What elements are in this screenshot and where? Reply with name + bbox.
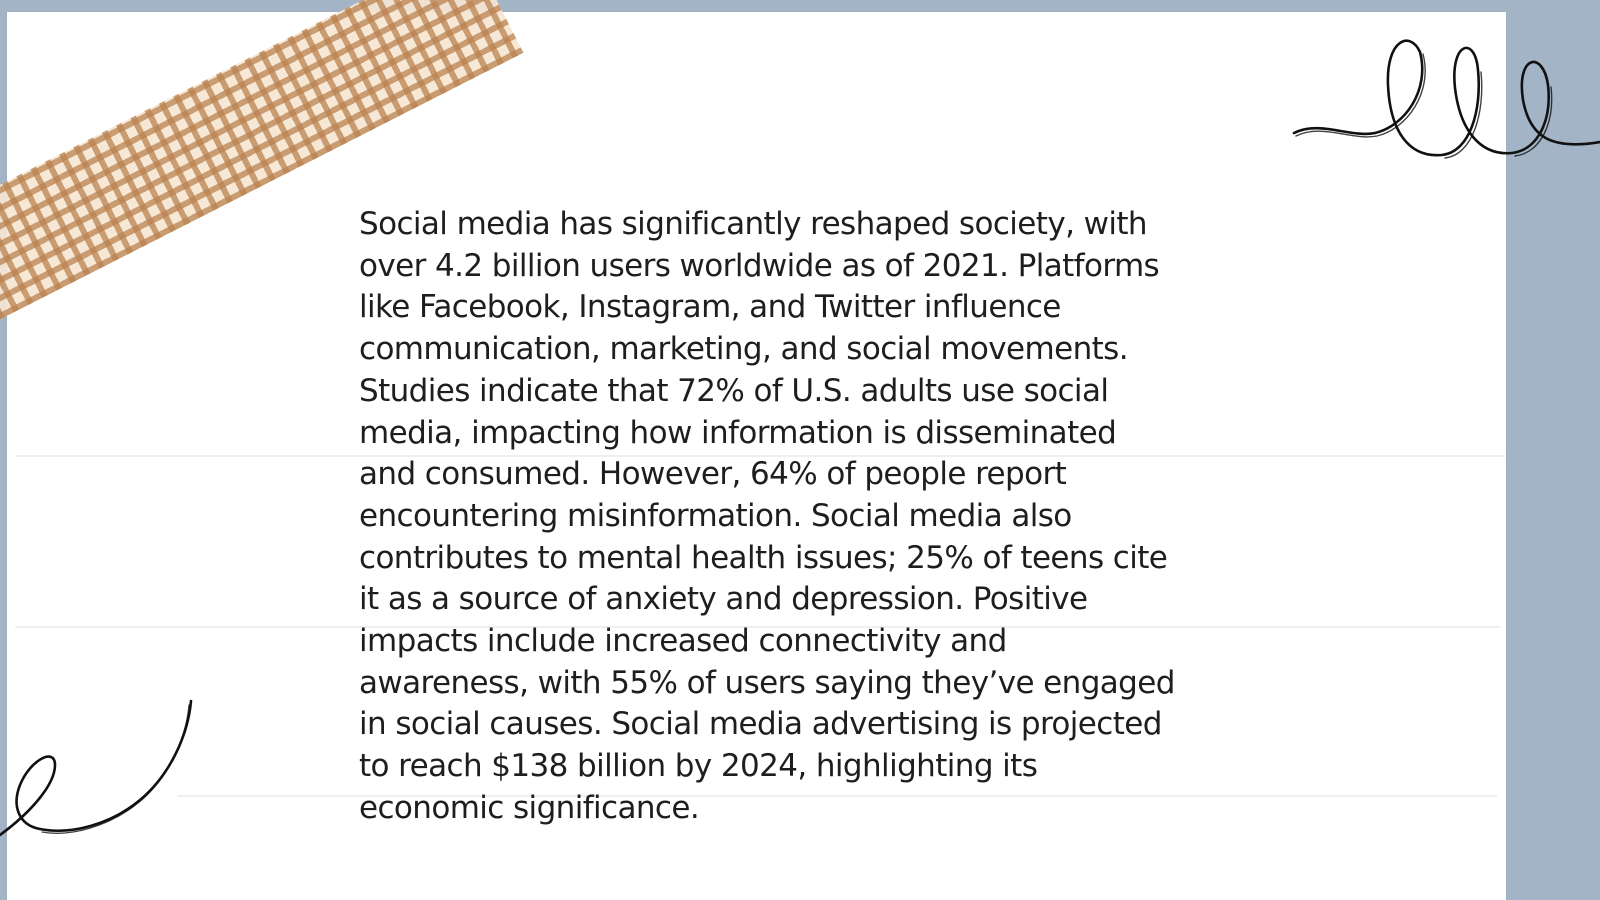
loop-squiggle-bottom-left-icon [0, 695, 200, 845]
loop-squiggle-top-right-icon [1290, 30, 1600, 170]
body-paragraph: Social media has significantly reshaped society, with over 4.2 billion users worldwide as of 2021. Platforms like Facebook, Instagram, and Twitter influence communication, marketing, and social movements. Studies indicate that 72% of U.S. adults use social media, impacting how information is disseminated and consumed. However, 64% of people report encountering misinformation. Social media also contributes to mental health issues; 25% of teens cite it as a source of anxiety and depression. Positive impacts include increased connectivity and awareness, with 55% of users saying they’ve engaged in social causes. Social media advertising is projected to reach $138 billion by 2024, highlighting its economic significance. [359, 206, 1175, 826]
